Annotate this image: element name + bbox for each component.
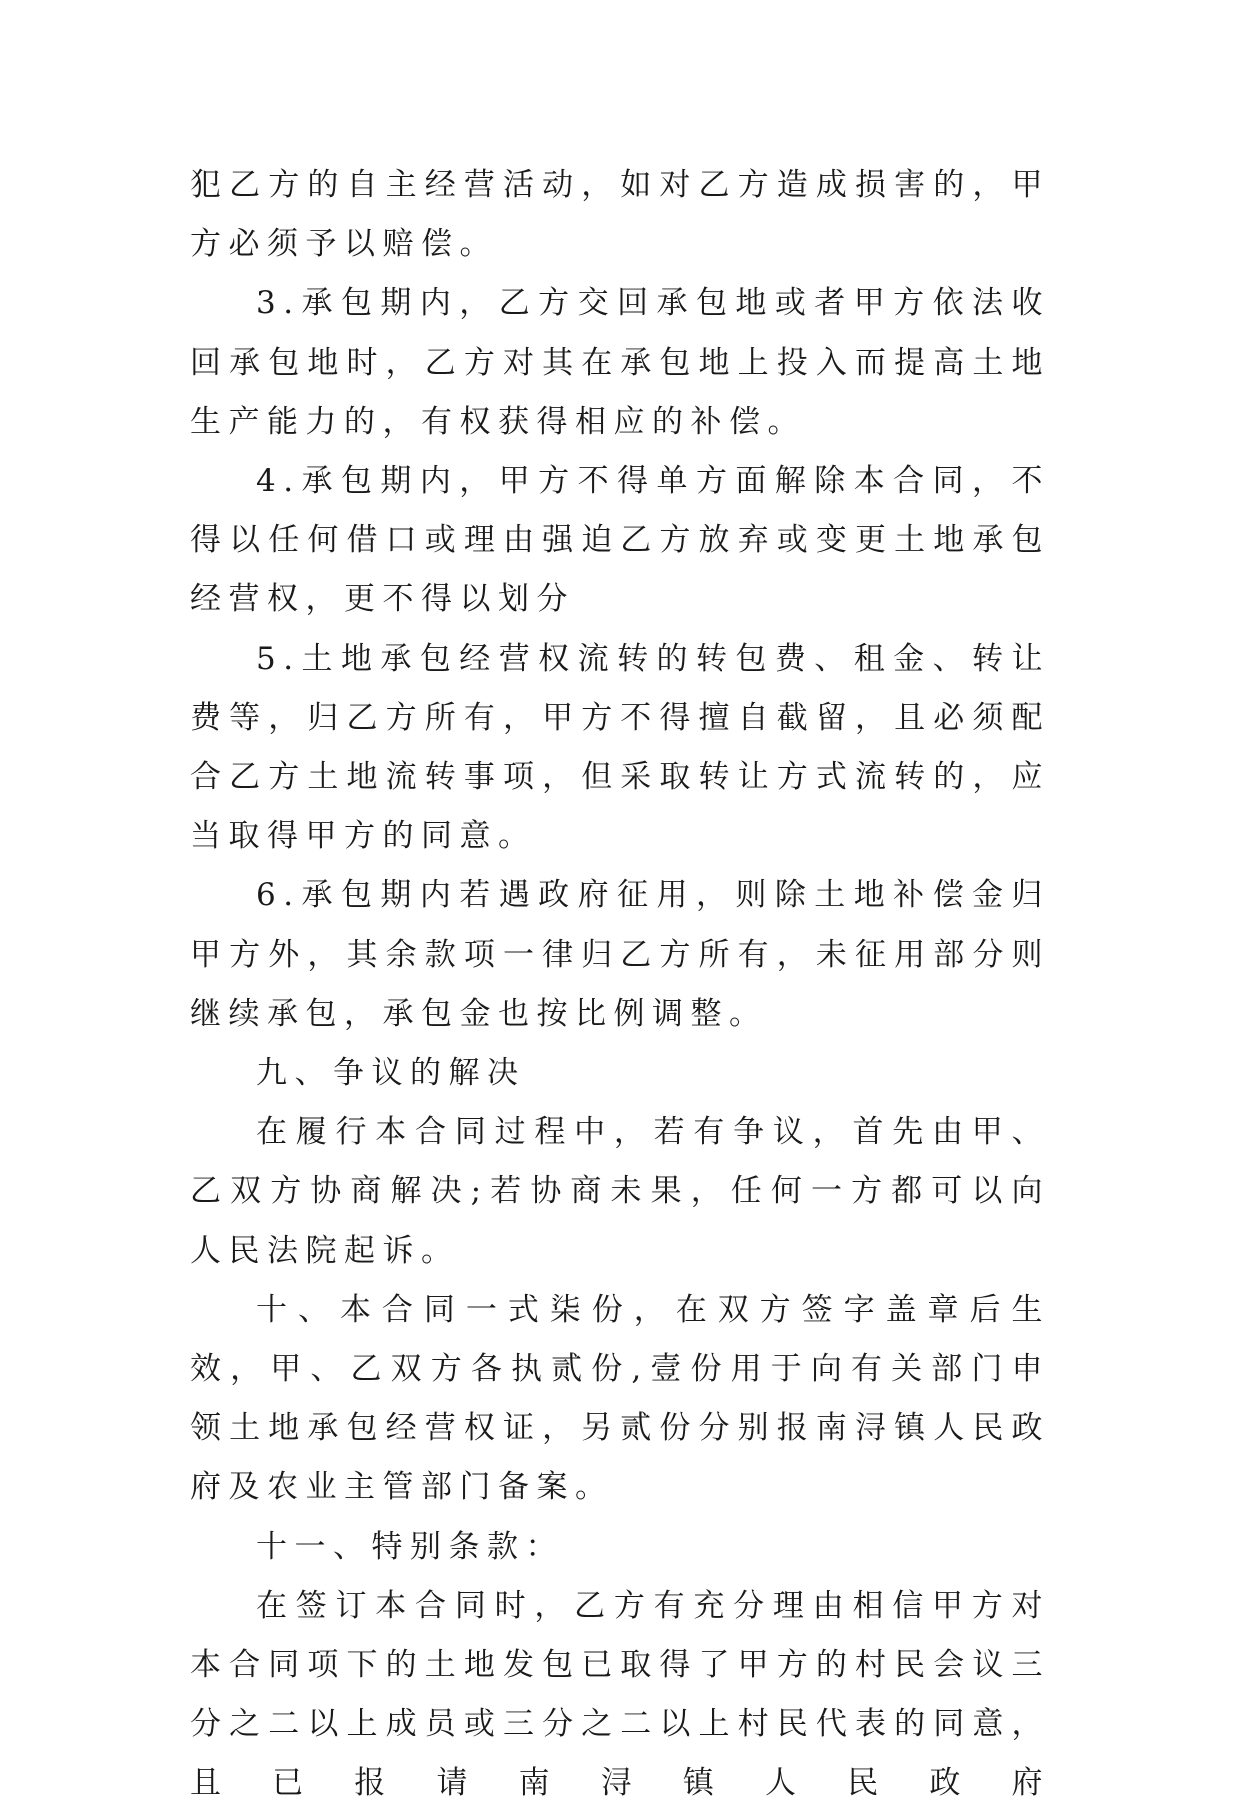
section-heading-special-terms: 十一、特别条款： xyxy=(256,1528,564,1565)
paragraph-special-terms: 在签订本合同时，乙方有充分理由相信甲方对本合同项下的土地发包已取得了甲方的村民会议三分之二以上成员或三分之二以上村民代表的同意，且已报请南浔镇人民政府 xyxy=(190,1587,1050,1802)
paragraph-clause-3: 3.承包期内，乙方交回承包地或者甲方依法收回承包地时，乙方对其在承包地上投入而提高土地生产能力的，有权获得相应的补偿。 xyxy=(190,285,1050,440)
paragraph-clause-5: 5.土地承包经营权流转的转包费、租金、转让费等，归乙方所有，甲方不得擅自截留，且必须配合乙方土地流转事项，但采取转让方式流转的，应当取得甲方的同意。 xyxy=(190,640,1050,855)
paragraph-clause-6: 6.承包期内若遇政府征用，则除土地补偿金归甲方外，其余款项一律归乙方所有，未征用部分则继续承包，承包金也按比例调整。 xyxy=(190,877,1050,1032)
paragraph-dispute-resolution: 在履行本合同过程中，若有争议，首先由甲、乙双方协商解决;若协商未果，任何一方都可以向人民法院起诉。 xyxy=(190,1114,1050,1269)
paragraph-copies: 十、本合同一式柒份，在双方签字盖章后生效，甲、乙双方各执贰份,壹份用于向有关部门申领土地承包经营权证，另贰份分别报南浔镇人民政府及农业主管部门备案。 xyxy=(190,1291,1050,1506)
paragraph-continuation: 犯乙方的自主经营活动，如对乙方造成损害的，甲方必须予以赔偿。 xyxy=(190,167,1050,263)
paragraph-clause-4: 4.承包期内，甲方不得单方面解除本合同，不得以任何借口或理由强迫乙方放弃或变更土地承包经营权，更不得以划分 xyxy=(190,463,1050,618)
document-page xyxy=(190,156,1050,1814)
section-heading-dispute: 九、争议的解决 xyxy=(256,1055,526,1092)
